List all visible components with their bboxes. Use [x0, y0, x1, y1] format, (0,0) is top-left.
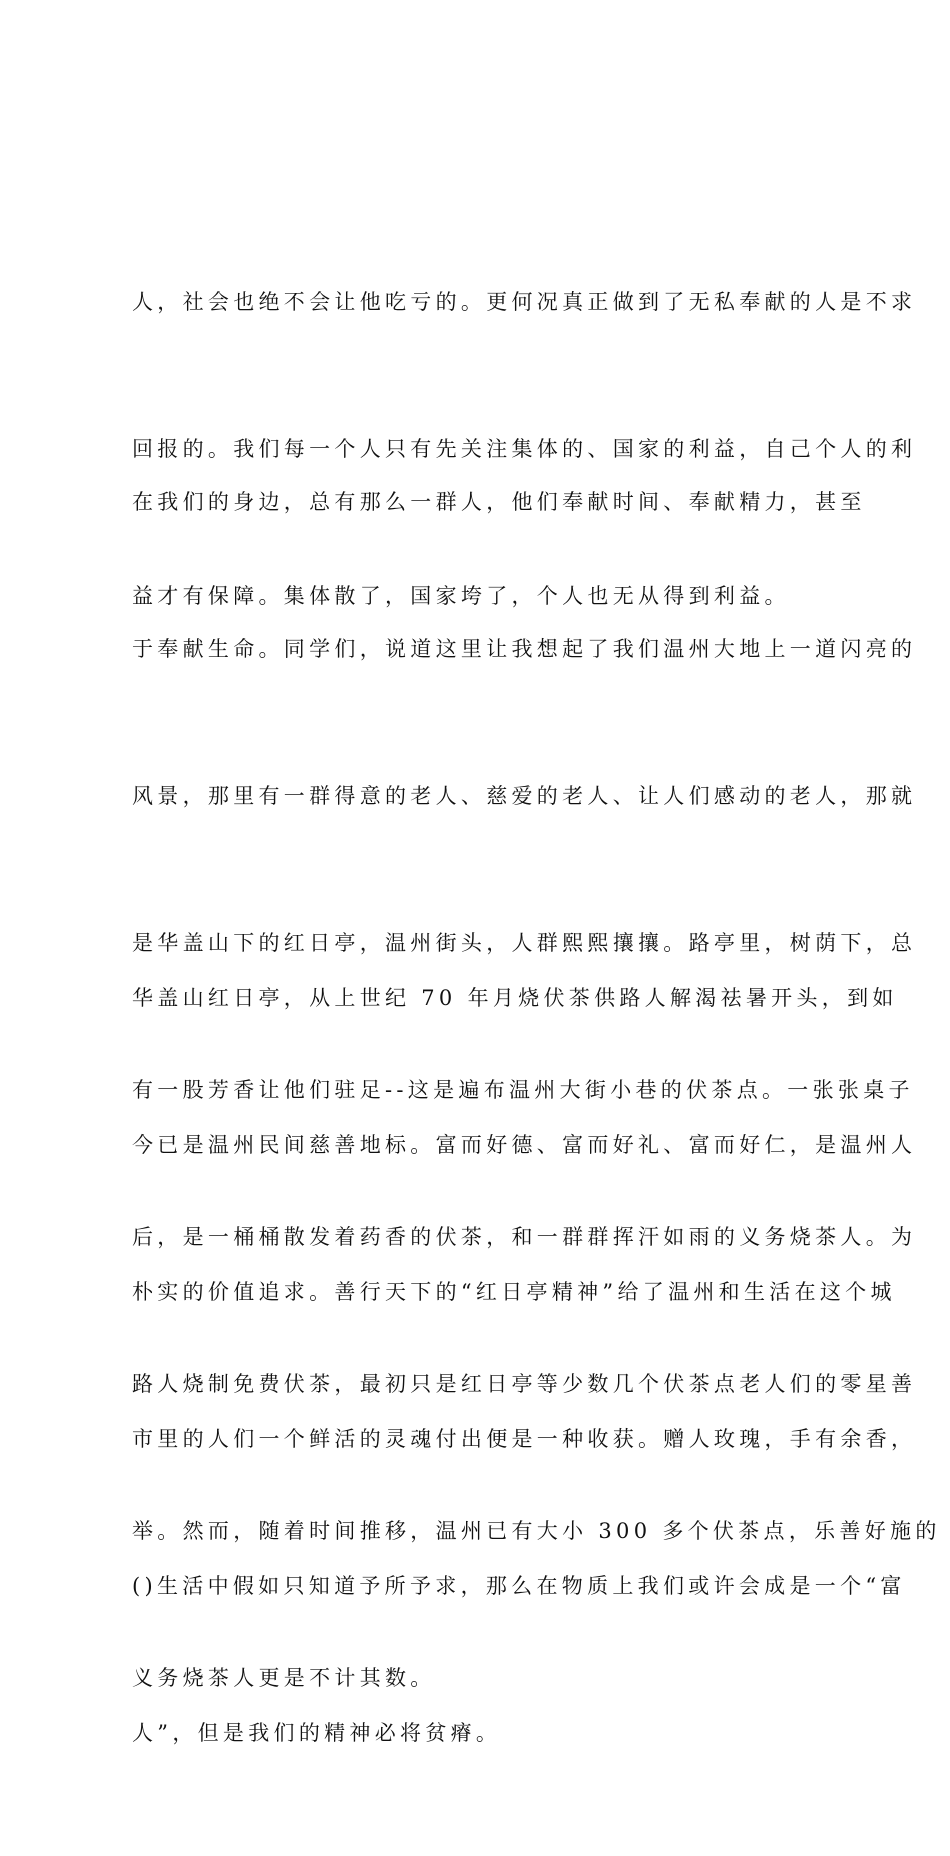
text-line: 人，社会也绝不会让他吃亏的。更何况真正做到了无私奉献的人是不求 [132, 290, 917, 314]
text-line: 后，是一桶桶散发着药香的伏茶，和一群群挥汗如雨的义务烧茶人。为 [132, 1225, 917, 1249]
text-line: 益才有保障。集体散了，国家垮了，个人也无从得到利益。 [132, 584, 790, 608]
text-line: 是华盖山下的红日亭，温州街头，人群熙熙攘攘。路亭里，树荫下，总 [132, 931, 917, 955]
text-line: 举。然而，随着时间推移，温州已有大小 300 多个伏茶点，乐善好施的 [132, 1519, 941, 1543]
paragraph-3 [132, 876, 941, 1856]
text-line: 人”，但是我们的精神必将贫瘠。 [132, 1721, 502, 1745]
text-line: 风景，那里有一群得意的老人、慈爱的老人、让人们感动的老人，那就 [132, 784, 917, 808]
text-line: 路人烧制免费伏茶，最初只是红日亭等少数几个伏茶点老人们的零星善 [132, 1372, 917, 1396]
text-line: ()生活中假如只知道予所予求，那么在物质上我们或许会成是一个“富 [132, 1574, 906, 1598]
text-line: 义务烧茶人更是不计其数。 [132, 1666, 436, 1690]
text-line: 华盖山红日亭，从上世纪 70 年月烧伏茶供路人解渴祛暑开头，到如 [132, 986, 898, 1010]
text-line: 市里的人们一个鲜活的灵魂付出便是一种收获。赠人玫瑰，手有余香， [132, 1427, 917, 1451]
text-line: 于奉献生命。同学们，说道这里让我想起了我们温州大地上一道闪亮的 [132, 637, 917, 661]
text-line: 朴实的价值追求。善行天下的“红日亭精神”给了温州和生活在这个城 [132, 1280, 896, 1304]
text-line: 回报的。我们每一个人只有先关注集体的、国家的利益，自己个人的利 [132, 437, 917, 461]
text-line: 今已是温州民间慈善地标。富而好德、富而好礼、富而好仁，是温州人 [132, 1133, 917, 1157]
text-line: 有一股芳香让他们驻足--这是遍布温州大街小巷的伏茶点。一张张桌子 [132, 1078, 914, 1102]
text-line: 在我们的身边，总有那么一群人，他们奉献时间、奉献精力，甚至 [132, 490, 866, 514]
